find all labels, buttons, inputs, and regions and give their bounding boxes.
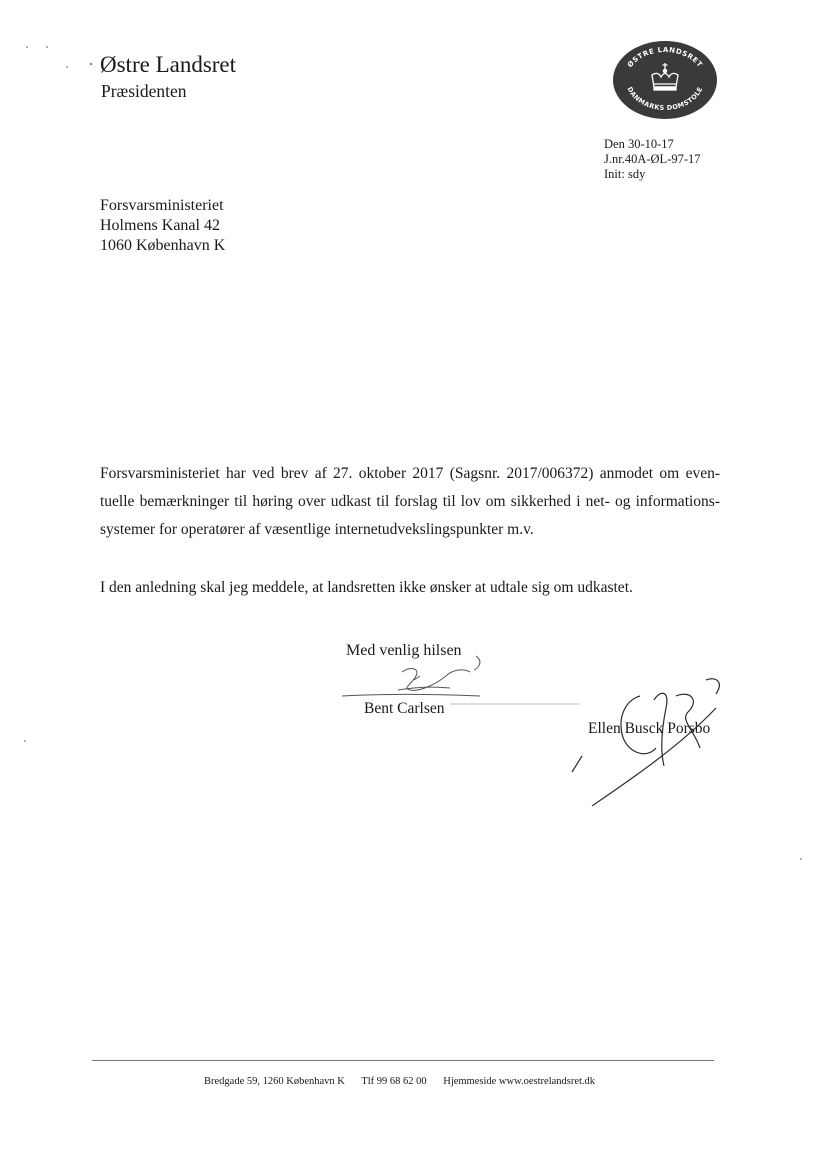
header-bullet: · xyxy=(88,54,94,74)
scan-speck xyxy=(800,858,802,860)
scan-speck xyxy=(46,46,48,48)
scan-speck xyxy=(24,740,26,742)
body-paragraph-1 xyxy=(100,460,720,544)
footer-rule xyxy=(92,1060,714,1061)
signer-1-name: Bent Carlsen xyxy=(364,700,445,717)
footer-phone: Tlf 99 68 62 00 xyxy=(361,1076,427,1087)
letter-meta xyxy=(604,137,701,182)
body-line: systemer for operatører af væsentlige internetudvekslingspunkter m.v. xyxy=(100,521,534,538)
recipient-name: Forsvarsministeriet xyxy=(100,197,224,214)
closing-greeting: Med venlig hilsen xyxy=(346,642,462,659)
letter-date: Den 30-10-17 xyxy=(604,137,674,151)
signature-2 xyxy=(572,679,719,806)
body-line: Forsvarsministeriet har ved brev af 27. oktober 2017 (Sagsnr. 2017/006372) anmodet om even- xyxy=(100,465,720,482)
recipient-city: 1060 København K xyxy=(100,237,226,254)
footer-website: Hjemmeside www.oestrelandsret.dk xyxy=(443,1076,596,1087)
footer-address: Bredgade 59, 1260 København K xyxy=(204,1076,345,1087)
seal-top-text: ØSTRE LANDSRET xyxy=(625,45,705,70)
court-seal xyxy=(612,40,718,120)
signature-1 xyxy=(342,656,480,696)
signer-2-name: Ellen Busck Porsbo xyxy=(588,720,711,737)
court-title: Østre Landsret xyxy=(100,52,237,77)
court-subtitle: Præsidenten xyxy=(101,81,187,101)
seal-bottom-text: DANMARKS DOMSTOLE xyxy=(625,85,705,113)
scan-speck xyxy=(26,46,28,48)
recipient-address xyxy=(100,196,225,256)
journal-number: J.nr.40A-ØL-97-17 xyxy=(604,152,701,166)
body-line: tuelle bemærkninger til høring over udkast til forslag til lov om sikkerhed i net- og informations- xyxy=(100,493,720,510)
recipient-street: Holmens Kanal 42 xyxy=(100,217,220,234)
initials: Init: sdy xyxy=(604,167,646,181)
body-line: I den anledning skal jeg meddele, at landsretten ikke ønsker at udtale sig om udkastet. xyxy=(100,579,633,596)
scan-speck xyxy=(66,66,68,68)
body-paragraph-2 xyxy=(100,574,720,602)
